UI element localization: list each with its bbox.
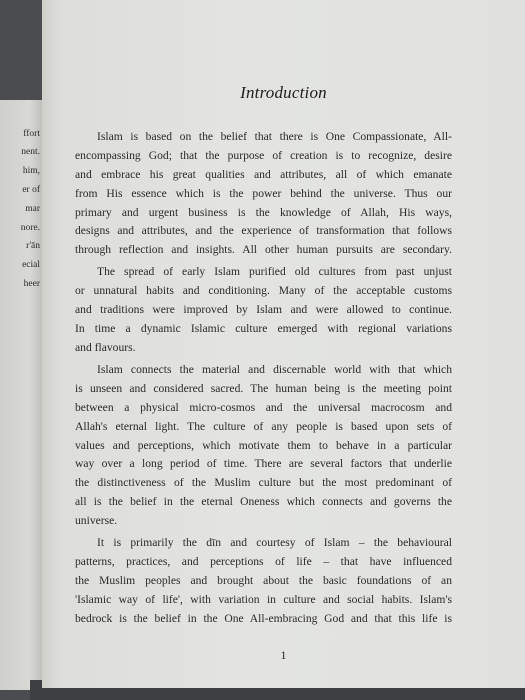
text-line: values and perceptions, which motivate them to behave in a particular	[75, 438, 452, 452]
left-page-fragment: r'ān	[26, 241, 40, 251]
text-line: or unnatural habits and conditioning. Many of the acceptable customs	[75, 283, 452, 297]
text-line: encompassing God; that the purpose of creation is to recognize, desire	[75, 148, 452, 162]
text-line: and flavours.	[75, 340, 136, 354]
paragraph-4	[75, 534, 452, 628]
text-line: 'Islamic way of life', with variation in culture and social habits. Islam's	[75, 592, 452, 606]
page-title: Introduction	[240, 83, 327, 102]
left-page-edge	[0, 100, 42, 690]
text-line: It is primarily the dīn and courtesy of Islam – the behavioural	[97, 536, 452, 549]
text-line: Allah's eternal light. The culture of any people is based upon sets of	[75, 419, 452, 433]
left-page-fragment: ffort	[23, 129, 40, 139]
text-line: way over a long period of time. There are several factors that underlie	[75, 457, 452, 471]
page-number: 1	[280, 650, 287, 662]
text-line: from His essence which is the power behind the universe. Thus our	[75, 186, 452, 200]
text-line: primary and urgent business is the knowledge of Allah, His ways,	[75, 205, 452, 219]
paragraph-3	[75, 361, 452, 531]
paragraph-1	[75, 128, 452, 260]
text-line: through reflection and insights. All other human pursuits are secondary.	[75, 243, 452, 257]
text-line: patterns, practices, and perceptions of life – that have influenced	[75, 554, 452, 568]
book-page	[42, 0, 525, 688]
left-page-fragment: heer	[23, 279, 40, 289]
left-page-fragment: er of	[22, 185, 40, 195]
text-line: between a physical micro-cosmos and the universal macrocosm and	[75, 400, 452, 414]
left-page-fragment: ecial	[22, 260, 40, 270]
text-line: designs and attributes, and the experience of transformation that follows	[75, 224, 452, 238]
text-line: Islam connects the material and discernable world with that which	[97, 363, 452, 376]
text-line: universe.	[75, 514, 118, 528]
text-line: the distinctiveness of the Muslim culture but the most predominant of	[75, 476, 452, 490]
text-line: and traditions were improved by Islam and were allowed to continue.	[75, 302, 452, 316]
text-line: the Muslim peoples and brought about the basic foundations of an	[75, 573, 452, 587]
left-page-fragment: nore.	[20, 223, 40, 233]
text-line: is unseen and considered sacred. The human being is the meeting point	[75, 381, 452, 395]
text-line: all is the belief in the eternal Oneness which connects and governs the	[75, 495, 452, 509]
paragraph-2	[75, 263, 452, 357]
text-line: bedrock is the belief in the One All-embracing God and that this life is	[75, 611, 452, 625]
text-line: The spread of early Islam purified old cultures from past unjust	[97, 265, 452, 278]
left-page-fragment: him,	[22, 166, 40, 176]
text-line: In time a dynamic Islamic culture emerged with regional variations	[75, 321, 452, 335]
left-page-fragment: mar	[25, 204, 40, 214]
text-line: and embrace his great qualities and attributes, all of which emanate	[75, 167, 452, 181]
text-line: Islam is based on the belief that there is One Compassionate, All-	[97, 130, 452, 143]
left-page-fragment: nent.	[21, 147, 40, 157]
